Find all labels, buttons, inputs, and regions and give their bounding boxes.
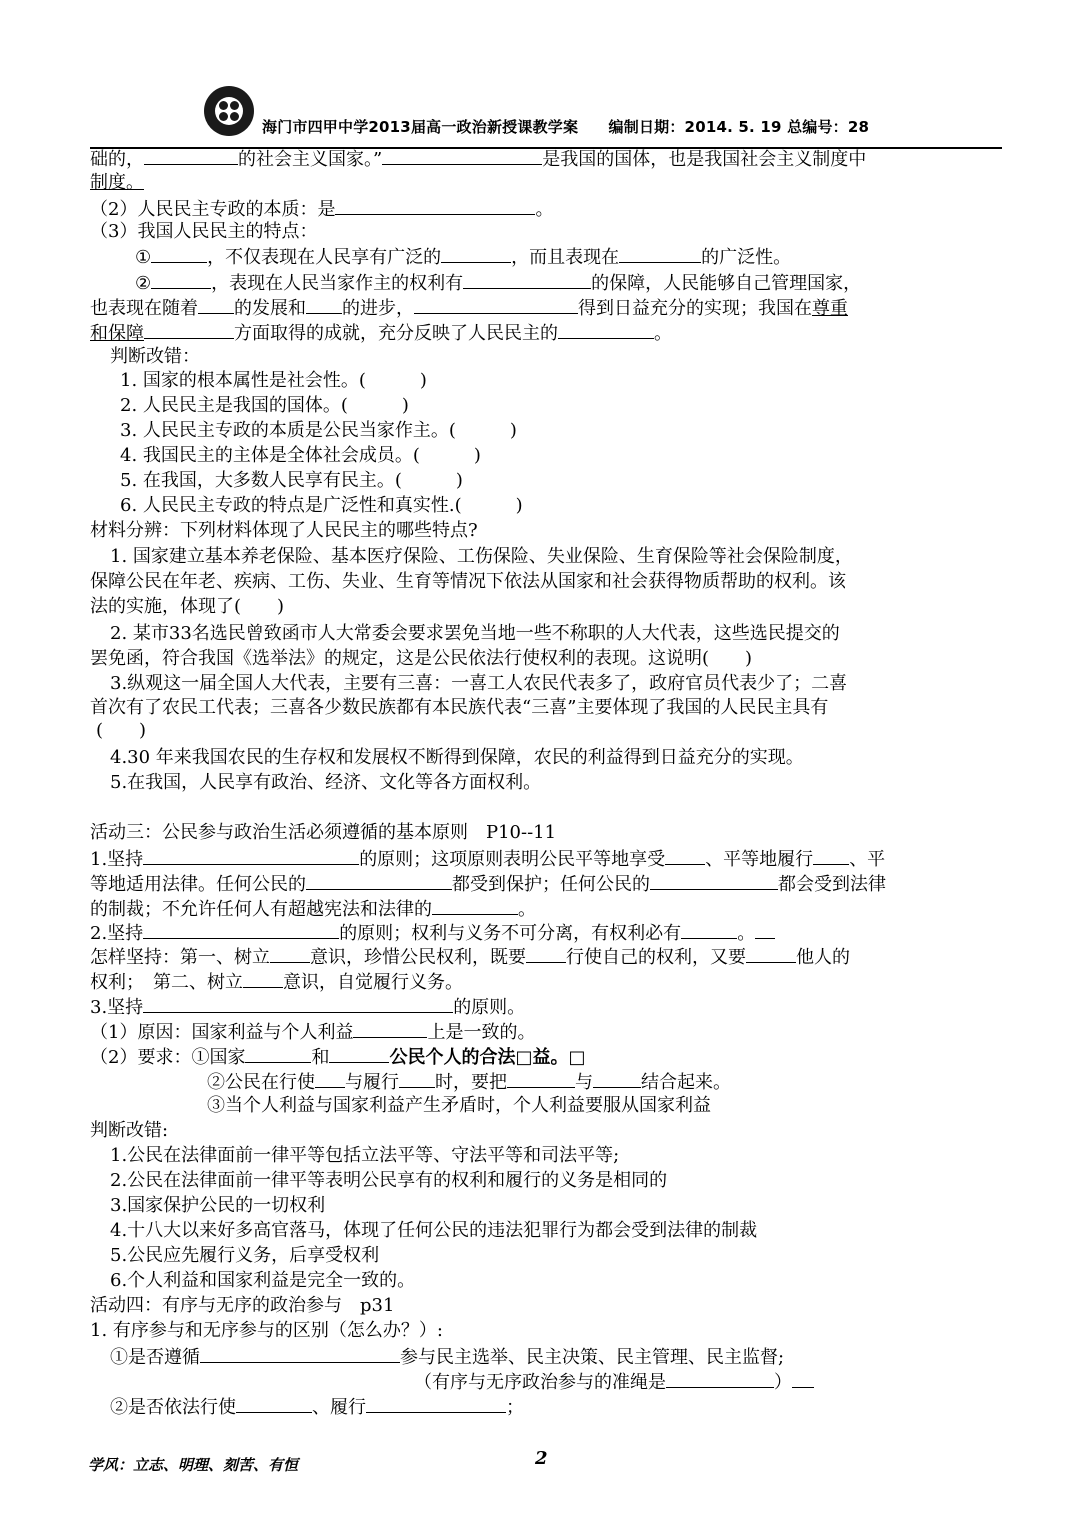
text-line: 4. 我国民主的主体是全体社会成员。( ) bbox=[120, 445, 481, 466]
text-line: 制度。 bbox=[90, 172, 144, 193]
page-number: 2 bbox=[535, 1448, 548, 1469]
text-line: 3.坚持 的原则。 bbox=[90, 994, 525, 1020]
text-line: 5.在我国，人民享有政治、经济、文化等各方面权利。 bbox=[110, 772, 542, 793]
section-heading: 活动四：有序与无序的政治参与 p31 bbox=[90, 1295, 395, 1316]
text-line: ②是否依法行使 、履行 ； bbox=[110, 1394, 524, 1420]
text-line: 权利； 第二、树立 意识，自觉履行义务。 bbox=[90, 969, 463, 995]
text-line: ② ，表现在人民当家作主的权利有 的保障，人民能够自己管理国家， bbox=[135, 270, 861, 296]
text-line: 2. 某市33名选民曾致函市人大常委会要求罢免当地一些不称职的人大代表，这些选民提交的 bbox=[110, 623, 840, 644]
text-line: 也表现在随着 的发展和 的进步， 得到日益充分的实现；我国在尊重 bbox=[90, 295, 848, 321]
section-heading: 判断改错: bbox=[90, 1120, 169, 1141]
text-line: 3. 人民民主专政的本质是公民当家作主。( ) bbox=[120, 420, 517, 441]
text-line: （1）原因：国家利益与个人利益 上是一致的。 bbox=[90, 1019, 535, 1045]
text-line: 6.个人利益和国家利益是完全一致的。 bbox=[110, 1270, 416, 1291]
text-line: 1. 有序参与和无序参与的区别（怎么办？）: bbox=[90, 1320, 443, 1341]
text-line: 4.十八大以来好多高官落马，体现了任何公民的违法犯罪行为都会受到法律的制裁 bbox=[110, 1220, 758, 1241]
text-line: 2.公民在法律面前一律平等表明公民享有的权利和履行的义务是相同的 bbox=[110, 1170, 668, 1191]
text-line: 的制裁；不允许任何人有超越宪法和法律的 。 bbox=[90, 896, 536, 922]
text-line: （2）人民民主专政的本质：是 。 bbox=[90, 196, 553, 222]
text-line: ③当个人利益与国家利益产生矛盾时，个人利益要服从国家利益 bbox=[207, 1095, 711, 1116]
text-line: ②公民在行使 与履行 时，要把 与 结合起来。 bbox=[207, 1069, 731, 1095]
text-line: 2.坚持 的原则；权利与义务不可分离，有权利必有 。 bbox=[90, 920, 775, 946]
text-line: 等地适用法律。任何公民的 都受到保护；任何公民的 都会受到法律 bbox=[90, 871, 886, 897]
section-heading: 判断改错： bbox=[110, 346, 200, 367]
text-line: 础的， 的社会主义国家。” 是我国的国体，也是我国社会主义制度中 bbox=[90, 146, 866, 172]
text-line: 首次有了农民工代表；三喜各少数民族都有本民族代表“三喜”主要体现了我国的人民民主具有 bbox=[90, 697, 829, 718]
text-line: （3）我国人民民主的特点： bbox=[90, 221, 318, 242]
text-line: （有序与无序政治参与的准绳是 ） bbox=[414, 1369, 814, 1395]
text-line: ( ) bbox=[96, 720, 147, 741]
text-line: （2）要求：①国家 和 公民个人的合法□益。□ bbox=[90, 1044, 585, 1070]
footer-motto: 学风：立志、明理、刻苦、有恒 bbox=[88, 1456, 299, 1474]
text-line: 3.国家保护公民的一切权利 bbox=[110, 1195, 326, 1216]
text-line: 和保障 方面取得的成就，充分反映了人民民主的 。 bbox=[90, 320, 672, 346]
text-line: 2. 人民民主是我国的国体。( ) bbox=[120, 395, 409, 416]
text-line: 1.坚持 的原则；这项原则表明公民平等地享受 、平等地履行 、平 bbox=[90, 846, 885, 872]
school-logo bbox=[204, 86, 254, 136]
text-line: ①是否遵循 参与民主选举、民主决策、民主管理、民主监督; bbox=[110, 1344, 784, 1370]
text-line: 1. 国家建立基本养老保险、基本医疗保险、工伤保险、失业保险、生育保险等社会保险制度， bbox=[110, 546, 853, 567]
text-line: 5.公民应先履行义务，后享受权利 bbox=[110, 1245, 380, 1266]
text-line: 罢免函，符合我国《选举法》的规定，这是公民依法行使权利的表现。这说明( ) bbox=[90, 648, 753, 669]
text-line: 怎样坚持：第一、树立 意识，珍惜公民权利，既要 行使自己的权利，又要 他人的 bbox=[90, 944, 850, 970]
text-line: 法的实施，体现了( ) bbox=[90, 596, 285, 617]
text-line: 4.30 年来我国农民的生存权和发展权不断得到保障，农民的利益得到日益充分的实现。 bbox=[110, 747, 804, 768]
text-line: 1.公民在法律面前一律平等包括立法平等、守法平等和司法平等; bbox=[110, 1145, 620, 1166]
text-line: 3.纵观这一届全国人大代表，主要有三喜：一喜工人农民代表多了，政府官员代表少了；二喜 bbox=[110, 673, 848, 694]
header-title: 海门市四甲中学2013届高一政治新授课教学案 编制日期：2014. 5. 19 总编号：28 bbox=[262, 118, 870, 136]
section-heading: 材料分辨：下列材料体现了人民民主的哪些特点? bbox=[90, 520, 478, 541]
text-line: 6. 人民民主专政的特点是广泛性和真实性.( ) bbox=[120, 495, 523, 516]
text-line: 5. 在我国，大多数人民享有民主。( ) bbox=[120, 470, 463, 491]
text-line: 1. 国家的根本属性是社会性。( ) bbox=[120, 370, 427, 391]
section-heading: 活动三：公民参与政治生活必须遵循的基本原则 P10--11 bbox=[90, 822, 557, 843]
page-header bbox=[204, 86, 1004, 138]
text-line: 保障公民在年老、疾病、工伤、失业、生育等情况下依法从国家和社会获得物质帮助的权利。该 bbox=[90, 571, 846, 592]
text-line: ① ，不仅表现在人民享有广泛的 ，而且表现在 的广泛性。 bbox=[135, 244, 791, 270]
